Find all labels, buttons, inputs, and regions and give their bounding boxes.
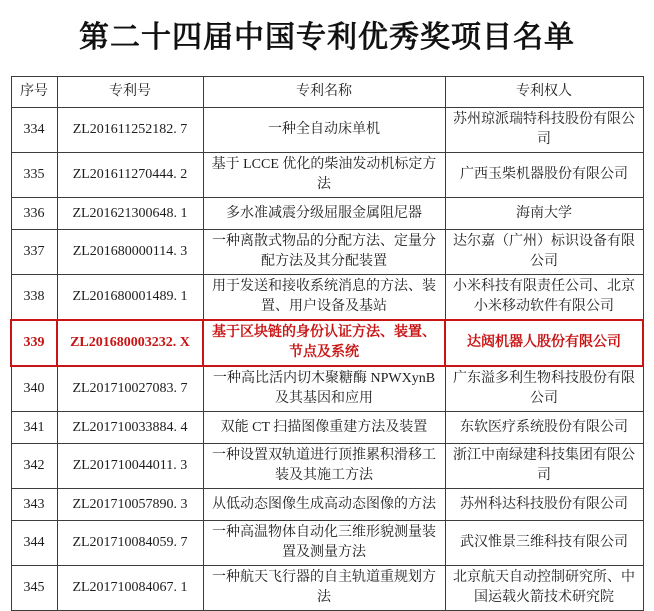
patent-number-cell: ZL201680000114. 3 xyxy=(57,230,203,275)
row-number-cell: 344 xyxy=(11,521,57,566)
patent-owner-cell: 浙江中南绿建科技集团有限公司 xyxy=(445,444,643,489)
table-body xyxy=(11,108,643,611)
patent-name-cell: 一种离散式物品的分配方法、定量分配方法及其分配装置 xyxy=(203,230,445,275)
table-row xyxy=(11,521,643,566)
table-row xyxy=(11,566,643,611)
patent-name-cell: 一种设置双轨道进行顶推累积滑移工装及其施工方法 xyxy=(203,444,445,489)
table-row-highlighted xyxy=(11,320,643,366)
patent-name-cell: 基于 LCCE 优化的柴油发动机标定方法 xyxy=(203,153,445,198)
row-number-cell: 341 xyxy=(11,412,57,444)
patent-owner-cell: 东软医疗系统股份有限公司 xyxy=(445,412,643,444)
patent-owner-cell: 北京航天自动控制研究所、中国运载火箭技术研究院 xyxy=(445,566,643,611)
patent-number-cell: ZL201621300648. 1 xyxy=(57,198,203,230)
row-number-cell: 340 xyxy=(11,366,57,412)
table-row xyxy=(11,489,643,521)
patent-name-cell: 多水准减震分级屈服金属阻尼器 xyxy=(203,198,445,230)
column-header-patent-name: 专利名称 xyxy=(203,77,445,108)
header-row xyxy=(11,77,643,108)
table-row xyxy=(11,153,643,198)
patent-name-cell: 一种高比活内切木聚糖酶 NPWXynB 及其基因和应用 xyxy=(203,366,445,412)
table-row xyxy=(11,444,643,489)
patent-name-cell: 一种高温物体自动化三维形貌测量装置及测量方法 xyxy=(203,521,445,566)
patent-name-cell: 一种全自动床单机 xyxy=(203,108,445,153)
patent-number-cell: ZL201710044011. 3 xyxy=(57,444,203,489)
row-number-cell: 334 xyxy=(11,108,57,153)
patent-owner-cell: 达尔嘉（广州）标识设备有限公司 xyxy=(445,230,643,275)
row-number-cell: 342 xyxy=(11,444,57,489)
patent-number-cell: ZL201710057890. 3 xyxy=(57,489,203,521)
row-number-cell: 338 xyxy=(11,275,57,321)
patent-name-cell: 双能 CT 扫描图像重建方法及装置 xyxy=(203,412,445,444)
patent-name-cell: 一种航天飞行器的自主轨道重规划方法 xyxy=(203,566,445,611)
patent-number-cell: ZL201710033884. 4 xyxy=(57,412,203,444)
patent-award-table xyxy=(10,76,644,611)
patent-number-cell: ZL201710027083. 7 xyxy=(57,366,203,412)
patent-name-cell: 用于发送和接收系统消息的方法、装置、用户设备及基站 xyxy=(203,275,445,321)
row-number-cell: 337 xyxy=(11,230,57,275)
row-number-cell: 345 xyxy=(11,566,57,611)
table-row xyxy=(11,108,643,153)
patent-number-cell: ZL201680003232. X xyxy=(57,320,203,366)
patent-number-cell: ZL201611270444. 2 xyxy=(57,153,203,198)
table-row xyxy=(11,275,643,321)
column-header-patent-number: 专利号 xyxy=(57,77,203,108)
column-header-no: 序号 xyxy=(11,77,57,108)
patent-number-cell: ZL201710084067. 1 xyxy=(57,566,203,611)
patent-owner-cell: 达闼机器人股份有限公司 xyxy=(445,320,643,366)
table-row xyxy=(11,366,643,412)
page-title: 第二十四届中国专利优秀奖项目名单 xyxy=(79,21,575,54)
row-number-cell: 335 xyxy=(11,153,57,198)
table-row xyxy=(11,230,643,275)
patent-name-cell: 基于区块链的身份认证方法、装置、节点及系统 xyxy=(203,320,445,366)
row-number-cell: 343 xyxy=(11,489,57,521)
patent-owner-cell: 广西玉柴机器股份有限公司 xyxy=(445,153,643,198)
patent-name-cell: 从低动态图像生成高动态图像的方法 xyxy=(203,489,445,521)
row-number-cell: 336 xyxy=(11,198,57,230)
column-header-patent-owner: 专利权人 xyxy=(445,77,643,108)
patent-number-cell: ZL201611252182. 7 xyxy=(57,108,203,153)
table-row xyxy=(11,198,643,230)
row-number-cell: 339 xyxy=(11,320,57,366)
patent-owner-cell: 苏州琼派瑞特科技股份有限公司 xyxy=(445,108,643,153)
patent-owner-cell: 武汉惟景三维科技有限公司 xyxy=(445,521,643,566)
patent-owner-cell: 小米科技有限责任公司、北京小米移动软件有限公司 xyxy=(445,275,643,321)
patent-number-cell: ZL201680001489. 1 xyxy=(57,275,203,321)
patent-owner-cell: 苏州科达科技股份有限公司 xyxy=(445,489,643,521)
patent-owner-cell: 海南大学 xyxy=(445,198,643,230)
table-header xyxy=(11,77,643,108)
patent-number-cell: ZL201710084059. 7 xyxy=(57,521,203,566)
table-row xyxy=(11,412,643,444)
patent-owner-cell: 广东溢多利生物科技股份有限公司 xyxy=(445,366,643,412)
